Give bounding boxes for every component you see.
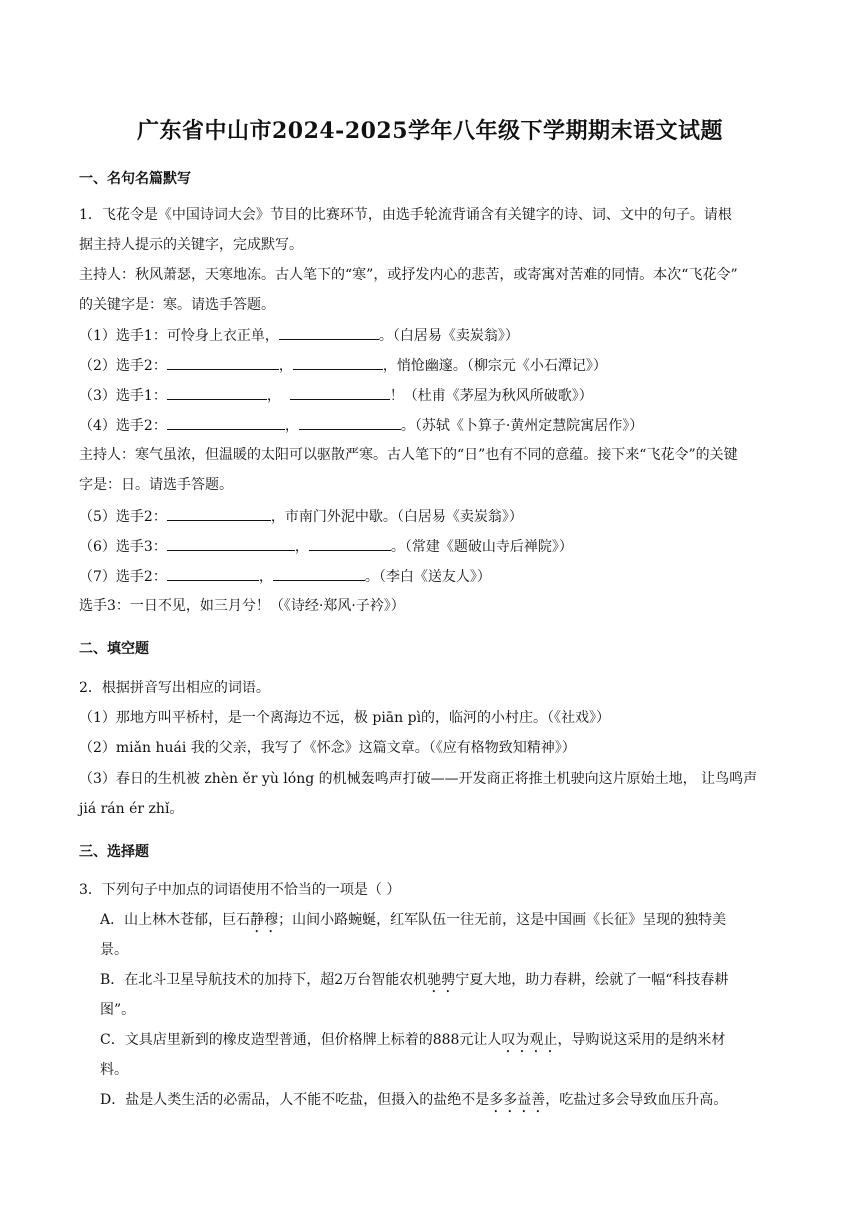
q1-item-2 bbox=[79, 355, 607, 376]
answer-blank[interactable] bbox=[167, 355, 279, 370]
option-text: ，吃盐过多会导致血压升高。 bbox=[545, 1092, 728, 1108]
q2-item-2: （2）miǎn huái 我的父亲，我写了《怀念》这篇文章。（《应有格物致知精神》） bbox=[79, 740, 576, 756]
q3-option-b-line-2: 图”。 bbox=[100, 1002, 136, 1018]
answer-blank[interactable] bbox=[167, 415, 285, 430]
dotted-word: 多多益善 bbox=[489, 1092, 546, 1108]
comma: ， bbox=[278, 358, 293, 374]
q1-item-7-source: 。（李白《送友人》） bbox=[364, 569, 491, 585]
q1-host1-line-1: 主持人：秋风萧瑟，天寒地冻。古人笔下的“寒”，或抒发内心的悲苦，或寄寓对苦难的同情。本次“飞花令” bbox=[79, 267, 738, 283]
q3-option-c-line-1[interactable] bbox=[100, 1030, 725, 1056]
q3-option-d-line-1[interactable] bbox=[100, 1090, 727, 1116]
q1-item-3-text: （3）选手1： bbox=[79, 388, 167, 404]
q1-item-4 bbox=[79, 415, 643, 436]
q3-option-b-line-1[interactable] bbox=[100, 970, 728, 996]
q1-item-5-source: ，市南门外泥中歇。（白居易《卖炭翁》） bbox=[270, 509, 523, 525]
dotted-word: 驰骋 bbox=[427, 972, 456, 988]
answer-blank[interactable] bbox=[293, 355, 383, 370]
q1-item-7-text: （7）选手2： bbox=[79, 569, 167, 585]
dotted-word: 叹为观止 bbox=[501, 1032, 558, 1048]
option-text: 宁夏大地，助力春耕，绘就了一幅“科技春耕 bbox=[455, 972, 729, 988]
dotted-word: 静穆 bbox=[250, 912, 279, 928]
section-heading-1: 一、名句名篇默写 bbox=[79, 171, 191, 187]
answer-blank[interactable] bbox=[299, 415, 401, 430]
q1-item-1-source: 。（白居易《卖炭翁》） bbox=[378, 328, 519, 344]
q1-item-1-text: （1）选手1：可怜身上衣正单， bbox=[79, 328, 279, 344]
q1-item-4-source: 。（苏轼《卜算子·黄州定慧院寓居作》） bbox=[400, 418, 644, 434]
q1-item-7 bbox=[79, 566, 491, 587]
q1-item-5 bbox=[79, 506, 523, 527]
q1-item-3 bbox=[79, 385, 593, 406]
q2-item-1: （1）那地方叫平桥村，是一个离海边不远，极 piān pì的，临河的小村庄。（《社戏》） bbox=[79, 710, 611, 726]
q3-option-c-line-2: 料。 bbox=[100, 1062, 128, 1078]
answer-blank[interactable] bbox=[167, 536, 295, 551]
q2-item-3-line-2: jiá rán ér zhǐ。 bbox=[79, 801, 184, 817]
answer-blank[interactable] bbox=[167, 506, 271, 521]
option-text: B．在北斗卫星导航技术的加持下，超2万台智能农机 bbox=[100, 972, 428, 988]
q1-host2-line-1: 主持人：寒气虽浓，但温暖的太阳可以驱散严寒。古人笔下的“日”也有不同的意蕴。接下来“飞花令”的关键 bbox=[79, 447, 738, 463]
page-title: 广东省中山市2024-2025学年八年级下学期期末语文试题 bbox=[136, 118, 724, 144]
comma: ， bbox=[294, 539, 309, 555]
q2-item-3-line-1: （3）春日的生机被 zhèn ěr yù lóng 的机械轰鸣声打破——开发商正将推土机驶向这片原始土地， 让鸟鸣声 bbox=[79, 771, 758, 787]
q1-item-3-source: ！（杜甫《茅屋为秋风所破歌》） bbox=[389, 388, 593, 404]
option-text: ，导购说这采用的是纳米材 bbox=[557, 1032, 726, 1048]
q2-stem: 2．根据拼音写出相应的词语。 bbox=[79, 680, 270, 696]
option-text: ；山间小路蜿蜒，红军队伍一往无前，这是中国画《长征》呈现的独特美 bbox=[278, 912, 727, 928]
q1-item-4-text: （4）选手2： bbox=[79, 418, 167, 434]
answer-blank[interactable] bbox=[279, 325, 379, 340]
q1-item-6-text: （6）选手3： bbox=[79, 539, 167, 555]
q1-intro-line-2: 据主持人提示的关键字，完成默写。 bbox=[79, 237, 303, 253]
option-text: A．山上林木苍郁，巨石 bbox=[100, 912, 251, 928]
q3-stem: 3．下列句子中加点的词语使用不恰当的一项是（ ） bbox=[79, 882, 401, 898]
q1-item-5-text: （5）选手2： bbox=[79, 509, 167, 525]
answer-blank[interactable] bbox=[290, 385, 390, 400]
q1-item-6-source: 。（常建《题破山寺后禅院》） bbox=[390, 539, 573, 555]
answer-blank[interactable] bbox=[273, 566, 365, 581]
q1-item-6 bbox=[79, 536, 573, 557]
q1-item-2-source: ，悄怆幽邃。（柳宗元《小石潭记》） bbox=[382, 358, 607, 374]
q1-item-2-text: （2）选手2： bbox=[79, 358, 167, 374]
comma: ， bbox=[266, 388, 281, 404]
section-heading-2: 二、填空题 bbox=[79, 641, 149, 657]
comma: ， bbox=[284, 418, 299, 434]
q1-host2-line-2: 字是：日。请选手答题。 bbox=[79, 477, 233, 493]
q3-option-a-line-2: 景。 bbox=[100, 942, 128, 958]
answer-blank[interactable] bbox=[167, 385, 267, 400]
answer-blank[interactable] bbox=[309, 536, 391, 551]
option-text: C．文具店里新到的橡皮造型普通，但价格牌上标着的888元让人 bbox=[100, 1032, 502, 1048]
section-heading-3: 三、选择题 bbox=[79, 844, 149, 860]
answer-blank[interactable] bbox=[167, 566, 259, 581]
q3-option-a-line-1[interactable] bbox=[100, 910, 726, 936]
q1-host1-line-2: 的关键字是：寒。请选手答题。 bbox=[79, 297, 275, 313]
q1-closing-line: 选手3：一日不见，如三月兮！（《诗经·郑风·子衿》） bbox=[79, 598, 405, 614]
q1-item-1 bbox=[79, 325, 519, 346]
comma: ， bbox=[258, 569, 273, 585]
option-text: D．盐是人类生活的必需品，人不能不吃盐，但摄入的盐绝不是 bbox=[100, 1092, 490, 1108]
q1-intro-line-1: 1．飞花令是《中国诗词大会》节目的比赛环节，由选手轮流背诵含有关键字的诗、词、文中的句子。请根 bbox=[79, 207, 732, 223]
